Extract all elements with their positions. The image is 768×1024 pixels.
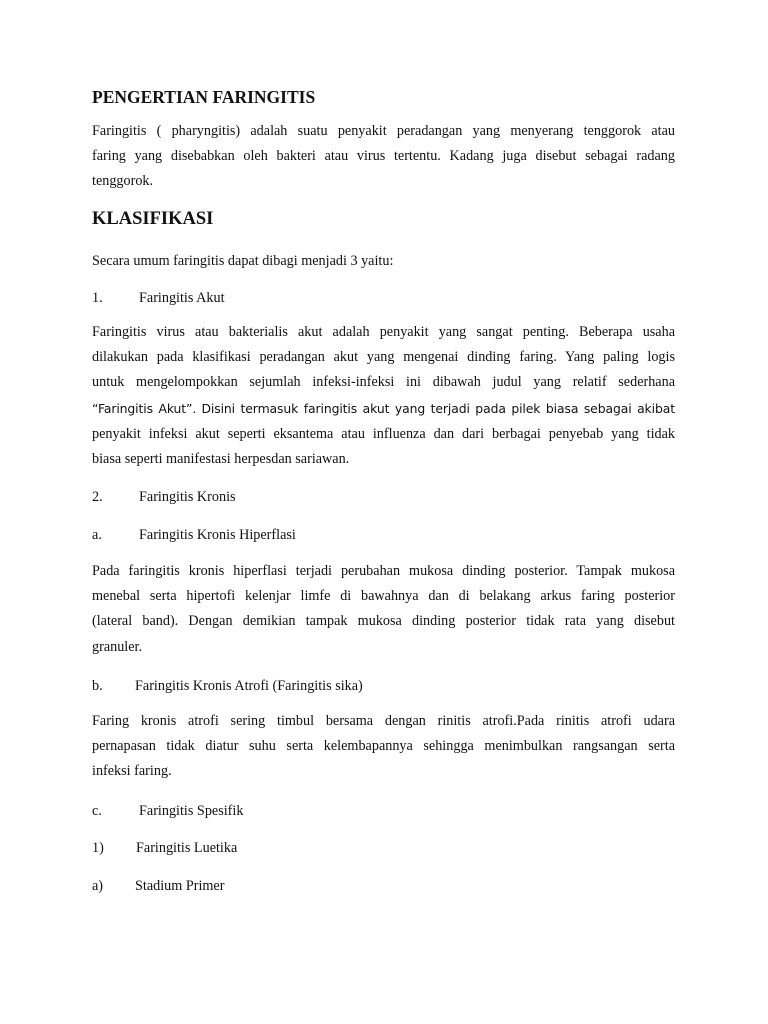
- list-item-1: [92, 288, 225, 308]
- list-number: a.: [92, 527, 102, 543]
- intro-line-2: faring yang disebabkan oleh bakteri atau virus tertentu. Kadang juga disebut sebagai radang: [92, 148, 675, 165]
- list-label: Faringitis Luetika: [136, 840, 238, 856]
- hiperflasi-paragraph: [92, 559, 675, 660]
- list-label: Faringitis Spesifik: [139, 803, 244, 819]
- heading-klasifikasi: KLASIFIKASI: [92, 209, 214, 229]
- list-label: Faringitis Akut: [139, 290, 225, 306]
- list-item-2b: [92, 676, 363, 696]
- list-item-2c1a: [92, 876, 224, 896]
- heading-pengertian: PENGERTIAN FARINGITIS: [92, 87, 316, 107]
- list-number: b.: [92, 678, 103, 694]
- list-item-2c1: [92, 838, 237, 858]
- akut-line-6: biasa seperti manifestasi herpesdan sariawan.: [92, 451, 350, 468]
- list-number: c.: [92, 803, 102, 819]
- intro-paragraph: [92, 119, 675, 195]
- list-number: 1.: [92, 290, 103, 306]
- klasifikasi-intro: Secara umum faringitis dapat dibagi menjadi 3 yaitu:: [92, 253, 394, 269]
- list-label: Faringitis Kronis Atrofi (Faringitis sika): [135, 678, 363, 694]
- akut-paragraph: [92, 320, 675, 472]
- intro-line-1: Faringitis ( pharyngitis) adalah suatu penyakit peradangan yang menyerang tenggorok atau: [92, 123, 675, 139]
- list-item-2: [92, 487, 236, 507]
- atrofi-line-1: Faring kronis atrofi sering timbul bersama dengan rinitis atrofi.Pada rinitis atrofi udara: [92, 713, 675, 729]
- atrofi-paragraph: [92, 709, 675, 785]
- list-label: Faringitis Kronis Hiperflasi: [139, 527, 296, 543]
- list-item-2c: [92, 801, 243, 821]
- akut-quote: “Faringitis Akut”.: [92, 400, 197, 416]
- list-number: a): [92, 878, 104, 894]
- akut-line-2: dilakukan pada klasifikasi peradangan akut yang mengenai dinding faring. Yang paling logis: [92, 349, 675, 366]
- atrofi-line-2: pernapasan tidak diatur suhu serta kelembapannya sehingga menimbulkan rangsangan serta: [92, 738, 675, 755]
- list-label: Stadium Primer: [135, 878, 225, 894]
- hiper-line-1: Pada faringitis kronis hiperflasi terjadi perubahan mukosa dinding posterior. Tampak mukosa: [92, 563, 675, 579]
- atrofi-line-3: infeksi faring.: [92, 763, 172, 780]
- akut-line-5: penyakit infeksi akut seperti eksantema atau influenza dan dari berbagai penyebab yang tidak: [92, 425, 675, 442]
- list-number: 2.: [92, 489, 103, 505]
- akut-line-4: [92, 396, 675, 422]
- list-number: 1): [92, 840, 104, 856]
- akut-line-4-rest: Disini termasuk faringitis akut yang terjadi pada pilek biasa sebagai akibat: [201, 400, 675, 416]
- akut-line-3: untuk mengelompokkan sejumlah infeksi-infeksi ini dibawah judul yang relatif sederhana: [92, 374, 675, 391]
- list-item-2a: [92, 525, 296, 545]
- hiper-line-3: (lateral band). Dengan demikian tampak mukosa dinding posterior tidak rata yang disebut: [92, 613, 675, 630]
- intro-line-3: tenggorok.: [92, 173, 154, 190]
- hiper-line-4: granuler.: [92, 638, 143, 655]
- hiper-line-2: menebal serta hipertofi kelenjar limfe di bawahnya dan di belakang arkus faring posterior: [92, 588, 675, 605]
- list-label: Faringitis Kronis: [139, 489, 236, 505]
- akut-line-1: Faringitis virus atau bakterialis akut adalah penyakit yang sangat penting. Beberapa usaha: [92, 324, 675, 340]
